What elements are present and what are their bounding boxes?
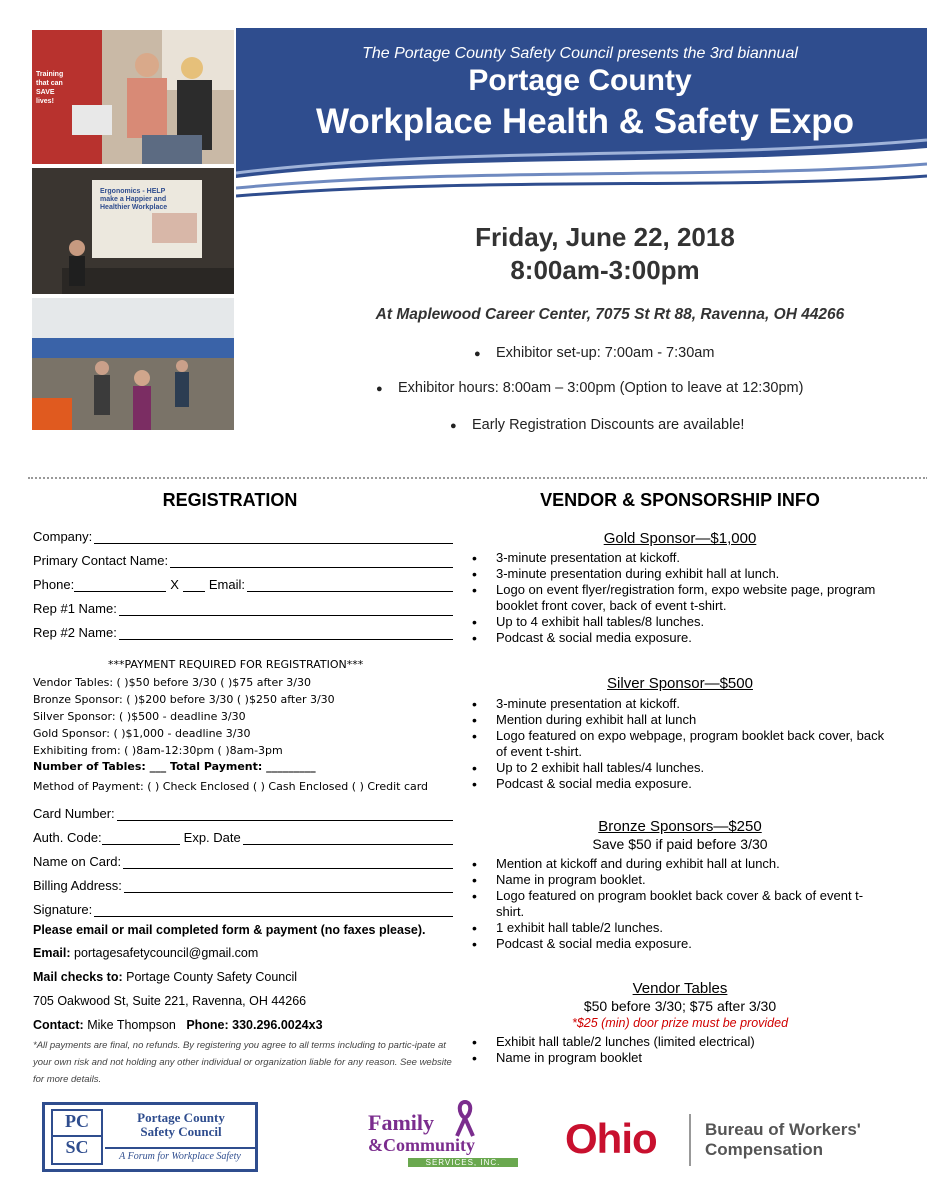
submit-instructions: Please email or mail completed form & payment (no faxes please). <box>33 923 426 937</box>
list-item: • Up to 4 exhibit hall tables/8 lunches. <box>468 614 888 630</box>
list-item: • 3-minute presentation during exhibit hall at lunch. <box>468 566 888 582</box>
list-item: • Exhibit hall table/2 lunches (limited electrical) <box>468 1034 888 1050</box>
signature-input-line[interactable] <box>94 904 453 917</box>
pay-option-vendor[interactable]: Vendor Tables: ( )$50 before 3/30 ( )$75 after 3/30 <box>33 676 311 689</box>
company-input-line[interactable] <box>94 531 453 544</box>
billing-address-input-line[interactable] <box>124 880 453 893</box>
list-item: • Name in program booklet. <box>468 872 888 888</box>
primary-contact-input-line[interactable] <box>170 555 453 568</box>
list-item: • Up to 2 exhibit hall tables/4 lunches. <box>468 760 888 776</box>
bwc-name: Bureau of Workers' Compensation <box>705 1120 861 1159</box>
list-item: • Podcast & social media exposure. <box>468 776 888 792</box>
list-item: • Logo featured on program booklet back cover & back of event t-shirt. <box>468 888 888 920</box>
pcsc-emblem: PC SC <box>51 1109 103 1165</box>
auth-code-input-line[interactable] <box>102 832 180 845</box>
silver-sponsor-list <box>468 696 888 792</box>
gold-sponsor-title: Gold Sponsor—$1,000 <box>603 530 757 547</box>
billing-address-field[interactable]: Billing Address: <box>33 875 453 893</box>
training-caption: Training that can SAVE lives! <box>36 71 64 105</box>
logo-divider <box>689 1114 691 1166</box>
photo-expo-hall <box>30 296 236 432</box>
gold-sponsor-list <box>468 550 888 646</box>
event-location: At Maplewood Career Center, 7075 St Rt 88, Ravenna, OH 44266 <box>375 306 845 323</box>
signature-field[interactable]: Signature: <box>33 899 453 917</box>
list-item: • Logo featured on expo webpage, program booklet back cover, back of event t-shirt. <box>468 728 888 760</box>
ohio-bwc-logo <box>565 1112 895 1167</box>
vendor-tables-title: Vendor Tables <box>632 980 728 997</box>
auth-exp-field[interactable]: Auth. Code: Exp. Date <box>33 827 453 845</box>
payment-required-note: ***PAYMENT REQUIRED FOR REGISTRATION*** <box>108 658 364 671</box>
photo-training <box>30 28 236 166</box>
disclaimer: *All payments are final, no refunds. By registering you agree to all terms including to partic-ipate at your own risk and not holding any other individual or organization liable for any reason. See website for more details. <box>33 1040 452 1085</box>
event-date: Friday, June 22, 2018 <box>475 222 735 252</box>
list-item: • 1 exhibit hall table/2 lunches. <box>468 920 888 936</box>
pcsc-logo <box>42 1102 258 1172</box>
silver-sponsor-title: Silver Sponsor—$500 <box>607 675 753 692</box>
list-item: • Mention during exhibit hall at lunch <box>468 712 888 728</box>
extension-input-line[interactable] <box>183 579 205 592</box>
list-item: • Logo on event flyer/registration form, expo website page, program booklet front cover, back of event t-shirt. <box>468 582 888 614</box>
contact-email: Email: portagesafetycouncil@gmail.com <box>33 946 259 960</box>
ergonomics-caption: Ergonomics - HELP make a Happier and Healthier Workplace <box>100 188 168 211</box>
event-bullet: ● Exhibitor set-up: 7:00am - 7:30am <box>474 345 715 361</box>
rep1-input-line[interactable] <box>119 603 453 616</box>
contact-person: Contact: Mike Thompson Phone: 330.296.0024x3 <box>33 1018 323 1032</box>
vendor-heading: VENDOR & SPONSORSHIP INFO <box>540 490 820 510</box>
pay-option-gold[interactable]: Gold Sponsor: ( )$1,000 - deadline 3/30 <box>33 727 251 740</box>
bullet-icon: ● <box>450 420 457 432</box>
name-on-card-field[interactable]: Name on Card: <box>33 851 453 869</box>
mail-checks: Mail checks to: Portage County Safety Council <box>33 970 298 984</box>
vendor-tables-price: $50 before 3/30; $75 after 3/30 <box>583 998 777 1014</box>
phone-email-field[interactable]: Phone: X Email: <box>33 574 453 592</box>
section-divider <box>28 477 927 479</box>
mail-address: 705 Oakwood St, Suite 221, Ravenna, OH 44266 <box>33 994 307 1008</box>
phone-input-line[interactable] <box>74 579 166 592</box>
vendor-tables-list <box>468 1034 888 1066</box>
pay-option-silver[interactable]: Silver Sponsor: ( )$500 - deadline 3/30 <box>33 710 246 723</box>
email-link[interactable]: portagesafetycouncil@gmail.com <box>74 946 259 960</box>
card-number-input-line[interactable] <box>117 808 453 821</box>
ohio-wordmark: Ohio <box>565 1115 657 1162</box>
name-on-card-input-line[interactable] <box>123 856 453 869</box>
bronze-sponsor-title: Bronze Sponsors—$250 <box>598 818 762 835</box>
rep1-field[interactable]: Rep #1 Name: <box>33 598 453 616</box>
company-field[interactable]: Company: <box>33 526 453 544</box>
bronze-sponsor-subtitle: Save $50 if paid before 3/30 <box>592 836 768 852</box>
pcsc-tagline: A Forum for Workplace Safety <box>105 1147 255 1162</box>
rep2-input-line[interactable] <box>119 627 453 640</box>
list-item: • Podcast & social media exposure. <box>468 630 888 646</box>
event-time: 8:00am-3:00pm <box>510 255 700 285</box>
expo-hall-photo-image <box>32 298 236 432</box>
title-line-1: Portage County <box>468 64 692 97</box>
list-item: • Mention at kickoff and during exhibit hall at lunch. <box>468 856 888 872</box>
rep2-field[interactable]: Rep #2 Name: <box>33 622 453 640</box>
pay-option-hours[interactable]: Exhibiting from: ( )8am-12:30pm ( )8am-3pm <box>33 744 283 757</box>
primary-contact-field[interactable]: Primary Contact Name: <box>33 550 453 568</box>
card-number-field[interactable]: Card Number: <box>33 803 453 821</box>
pay-option-bronze[interactable]: Bronze Sponsor: ( )$200 before 3/30 ( )$250 after 3/30 <box>33 693 335 706</box>
list-item: • Podcast & social media exposure. <box>468 936 888 952</box>
exp-date-input-line[interactable] <box>243 832 453 845</box>
family-community-logo: Family &Community SERVICES, INC. <box>368 1098 518 1176</box>
bullet-icon: ● <box>376 383 383 395</box>
email-input-line[interactable] <box>247 579 453 592</box>
tables-total-field[interactable]: Number of Tables: ___ Total Payment: _________ <box>33 760 316 773</box>
list-item: • 3-minute presentation at kickoff. <box>468 696 888 712</box>
bullet-icon: ● <box>474 348 481 360</box>
list-item: • Name in program booklet <box>468 1050 888 1066</box>
list-item: • 3-minute presentation at kickoff. <box>468 550 888 566</box>
door-prize-note: *$25 (min) door prize must be provided <box>571 1016 789 1030</box>
event-bullet: ● Exhibitor hours: 8:00am – 3:00pm (Option to leave at 12:30pm) <box>376 380 804 396</box>
presenter-line: The Portage County Safety Council presents the 3rd biannual <box>362 45 798 62</box>
payment-method-field[interactable]: Method of Payment: ( ) Check Enclosed ( ) Cash Enclosed ( ) Credit card <box>33 780 429 793</box>
photo-ergonomics <box>30 166 236 296</box>
bronze-sponsor-list <box>468 856 888 952</box>
pcsc-name: Portage County Safety Council <box>137 1110 225 1139</box>
registration-heading: REGISTRATION <box>162 490 298 510</box>
event-bullet: ● Early Registration Discounts are available! <box>450 417 745 433</box>
title-line-2: Workplace Health & Safety Expo <box>315 102 855 141</box>
